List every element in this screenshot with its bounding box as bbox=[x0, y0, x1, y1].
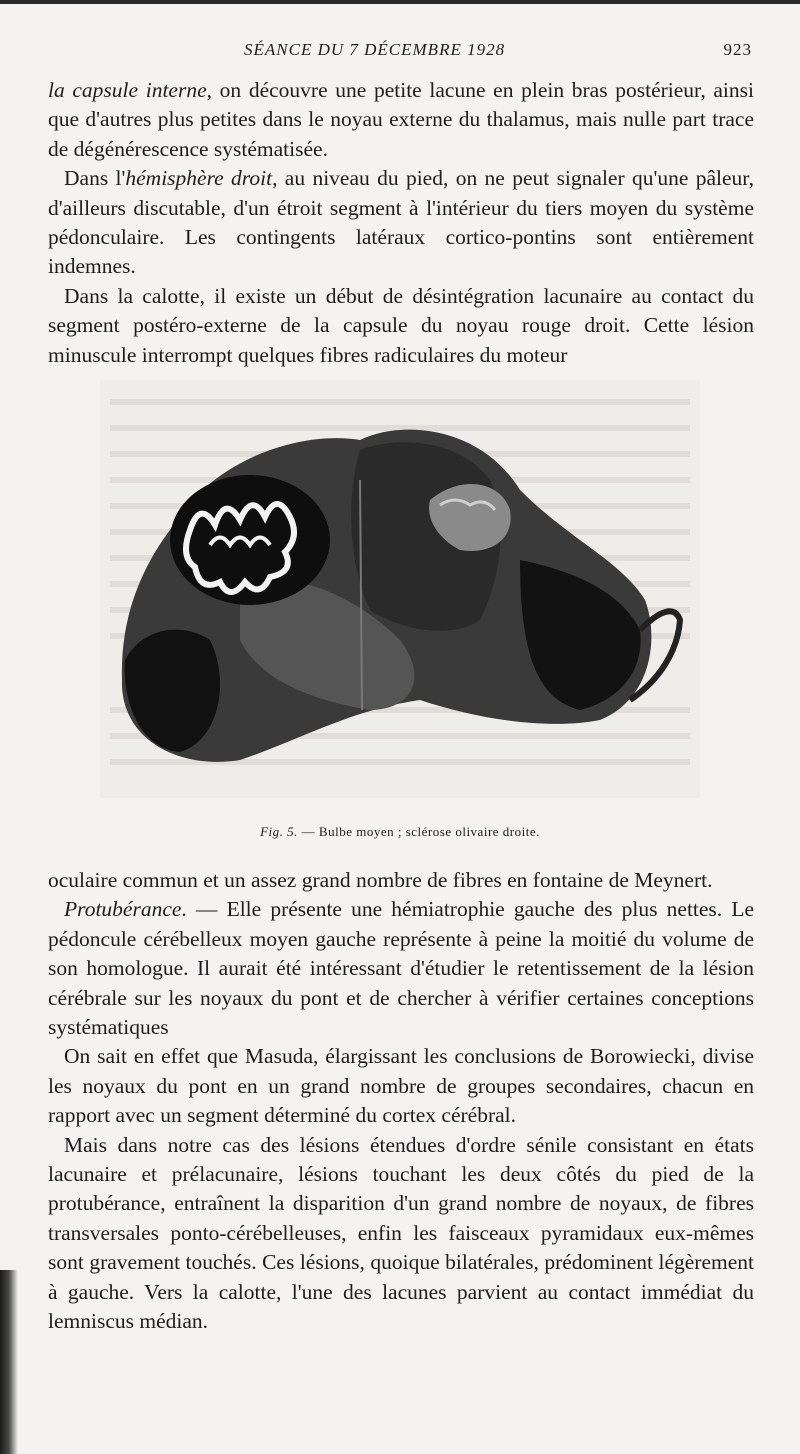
italic-term: la capsule interne bbox=[48, 78, 207, 102]
medulla-section-illustration bbox=[100, 380, 700, 798]
caption-text: — Bulbe moyen ; sclérose olivaire droite. bbox=[301, 824, 540, 839]
caption-label: Fig. 5. bbox=[260, 824, 298, 839]
paragraph: On sait en effet que Masuda, élargissant les conclusions de Borowiecki, divise les noyaux du pont en un grand nombre de groupes secondaires, chacun en rapport avec un segment déterminé du cortex cérébral. bbox=[48, 1044, 754, 1128]
paragraph: Dans la calotte, il existe un début de désintégration lacunaire au contact du segment postéro-externe de la capsule du noyau rouge droit. Cette lésion minuscule interrompt quelques fibres radiculaires du moteur bbox=[48, 283, 754, 367]
page-number: 923 bbox=[723, 40, 752, 59]
paragraph: oculaire commun et un assez grand nombre de fibres en fontaine de Meynert. bbox=[48, 868, 713, 892]
paragraph: Mais dans notre cas des lésions étendues d'ordre sénile consistant en états lacunaire et prélacunaire, lésions touchant les deux côtés du pied de la protubérance, entraînent la disparition d'un grand nombre de noyaux, de fibres transversales ponto-cérébelleuses, enfin les faisceaux pyramidaux eux-mêmes sont gravement touchés. Ces lésions, quoique bilatérales, prédominent légèrement à gauche. Vers la calotte, l'une des lacunes parvient au contact immédiat du lemniscus médian. bbox=[48, 1132, 754, 1334]
page-top-edge-shadow bbox=[0, 0, 800, 4]
text-block-bottom bbox=[48, 866, 754, 1337]
running-head bbox=[0, 40, 800, 64]
section-heading-italic: Protubérance bbox=[64, 897, 182, 922]
figure-caption bbox=[0, 824, 800, 840]
italic-term: hémisphère droit bbox=[125, 166, 273, 191]
paragraph: la capsule interne, on découvre une petite lacune en plein bras postérieur, ainsi que d'autres plus petites dans le noyau externe du thalamus, mais nulle part trace de dégénérescence systématisée. bbox=[48, 78, 754, 161]
text-block-top bbox=[48, 76, 754, 370]
page-binding-shadow bbox=[0, 1270, 18, 1454]
running-head-title: SÉANCE DU 7 DÉCEMBRE 1928 bbox=[244, 40, 506, 59]
figure-histology-image bbox=[100, 380, 700, 798]
paragraph: Protubérance. — Elle présente une hémiatrophie gauche des plus nettes. Le pédoncule cérébelleux moyen gauche représente à peine la moitié du volume de son homologue. Il aurait été intéressant d'étudier le retentissement de la lésion cérébrale sur les noyaux du pont et de chercher à vérifier certaines conceptions systématiques bbox=[48, 897, 754, 1040]
paragraph: Dans l'hémisphère droit, au niveau du pied, on ne peut signaler qu'une pâleur, d'ailleurs discutable, d'un étroit segment à l'intérieur du tiers moyen du système pédonculaire. Les contingents latéraux cortico-pontins sont entièrement indemnes. bbox=[48, 166, 754, 279]
